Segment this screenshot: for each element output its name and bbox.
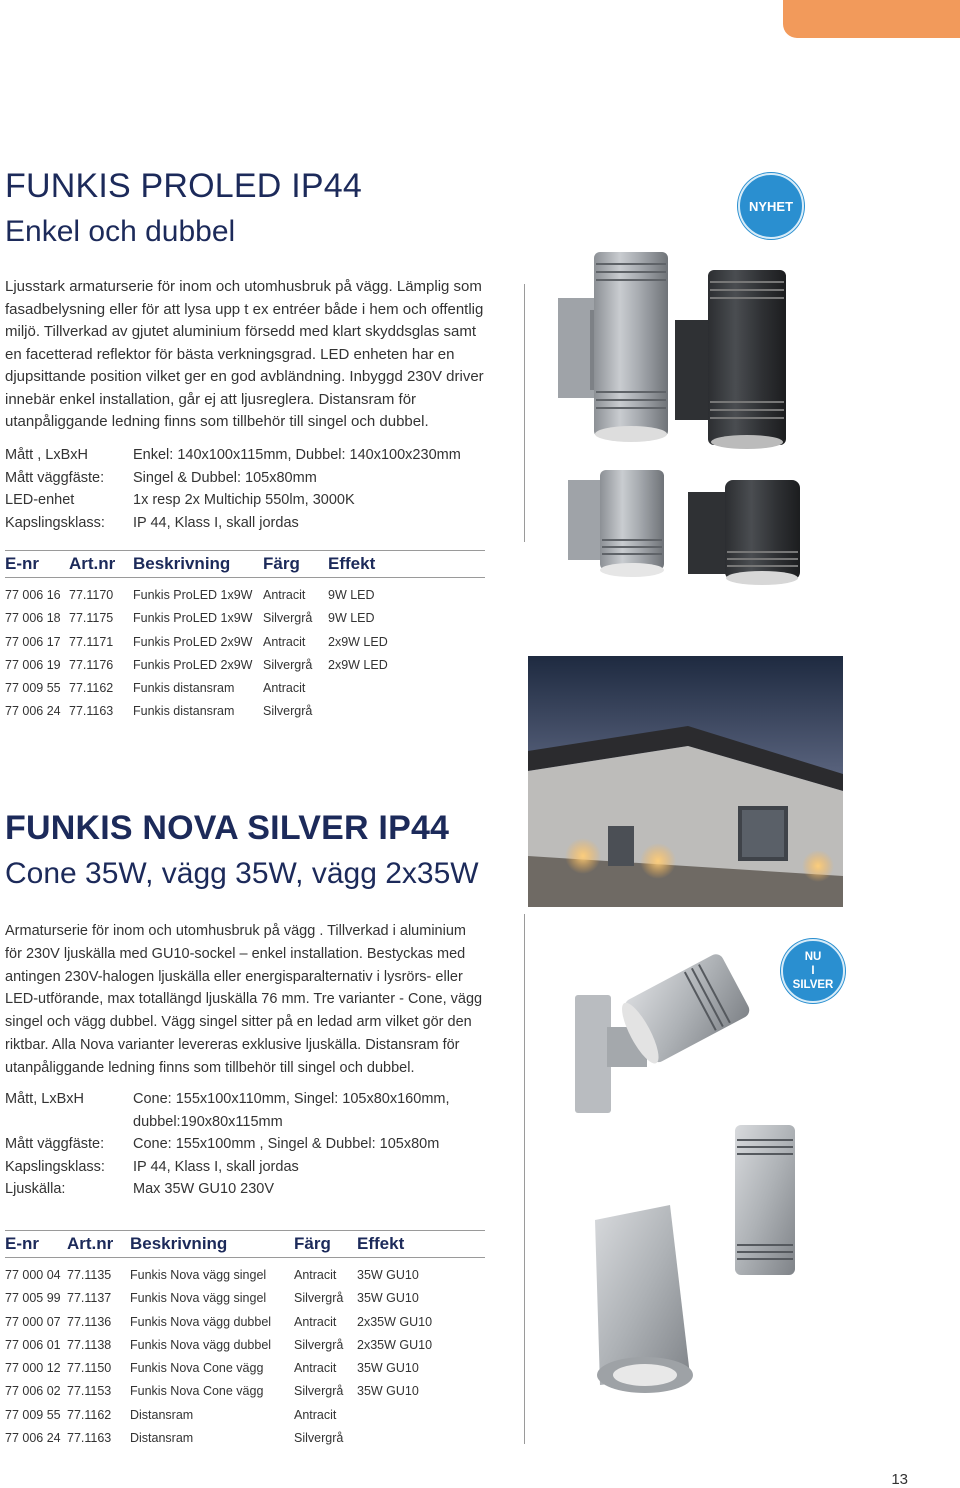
spec-row [5,1156,450,1179]
spec-key-empty [5,1111,133,1134]
cell-effekt: 9W LED [328,588,375,602]
cell-effekt: 35W GU10 [357,1268,419,1282]
col-enr: E-nr [5,1234,39,1253]
cell-farg: Antracit [294,1268,337,1282]
spec-value: Cone: 155x100mm , Singel & Dubbel: 105x80m [133,1136,440,1152]
cell-farg: Silvergrå [263,657,313,672]
cell-artnr: 77.1163 [67,1431,112,1446]
cell-farg: Silvergrå [263,611,313,626]
table-row [5,1311,485,1334]
page-number: 13 [891,1471,908,1488]
proled-products-image [550,240,810,630]
cell-farg: Antracit [263,588,306,602]
cell-enr: 77 000 07 [5,1314,61,1329]
spec-key: Kapslingsklass: [5,1158,105,1175]
cell-beskrivning: Funkis ProLED 1x9W [133,611,253,626]
cell-enr: 77 006 24 [5,704,61,719]
cell-beskrivning: Funkis ProLED 2x9W [133,657,253,672]
table-row [5,1334,485,1357]
section2-description [5,920,485,1080]
house-photo [528,656,843,907]
spec-key: Ljuskälla: [5,1181,66,1197]
cell-effekt: 2x35W GU10 [357,1337,433,1352]
spec-value: Singel & Dubbel: 105x80mm [133,469,317,486]
cell-beskrivning: Funkis Nova vägg dubbel [130,1314,272,1329]
cell-farg: Silvergrå [294,1291,344,1306]
spec-row [5,512,461,535]
col-beskrivning: Beskrivning [133,554,231,573]
cell-artnr: 77.1175 [69,611,114,626]
cell-artnr: 77.1176 [69,657,114,672]
cell-beskrivning: Funkis Nova vägg dubbel [130,1337,272,1352]
cell-effekt: 35W GU10 [357,1361,419,1376]
cell-beskrivning: Funkis Nova Cone vägg [130,1361,264,1376]
section1-specs [5,444,461,534]
spec-value: Enkel: 140x100x115mm, Dubbel: 140x100x230mm [133,447,461,463]
table-row [5,1264,485,1287]
col-beskrivning: Beskrivning [130,1234,228,1253]
spec-key: Mått väggfäste: [5,469,105,486]
section1-subtitle: Enkel och dubbel [5,215,236,248]
section2-subtitle: Cone 35W, vägg 35W, vägg 2x35W [5,857,479,890]
cell-beskrivning: Funkis Nova Cone vägg [130,1384,264,1399]
cell-farg: Antracit [294,1361,337,1376]
cell-farg: Silvergrå [263,704,313,719]
spec-key: Mått, LxBxH [5,1091,84,1107]
cell-effekt: 9W LED [328,611,375,626]
corner-tab [783,0,960,38]
cell-farg: Antracit [294,1314,337,1329]
cell-artnr: 77.1163 [69,704,114,719]
cell-enr: 77 009 55 [5,681,61,696]
table-row [5,1287,485,1310]
cell-artnr: 77.1137 [67,1291,112,1306]
table-row [5,1427,485,1450]
spec-key: LED-enhet [5,492,75,508]
cell-farg: Antracit [294,1407,337,1422]
cell-artnr: 77.1135 [67,1268,112,1282]
col-enr: E-nr [5,554,39,573]
section2-description-text: Armaturserie för inom och utomhusbruk på vägg . Tillverkad i aluminium för 230V ljuskälla med GU10-sockel – enkel installation. Bestyckas med antingen 230V-halogen ljuskälla eller energisparalternativ i lysrörs- eller LED-utförande, max totallängd ljuskälla 76 mm. Tre varianter - Cone, vägg singel och vägg dubbel. Vägg singel sitter på en ledad arm vilket gör den riktbar. Alla Nova varianter levereras exklusive ljuskälla. Distansram för utanpåliggande ledning finns som tillbehör till singel och dubbel. [5,923,483,1076]
spec-key: Mått , LxBxH [5,447,88,463]
spec-row [5,1178,450,1201]
cell-beskrivning: Funkis ProLED 1x9W [133,588,253,602]
cell-enr: 77 006 17 [5,634,61,649]
table-body [5,1258,485,1450]
cell-artnr: 77.1136 [67,1314,112,1329]
cell-beskrivning: Funkis Nova vägg singel [130,1268,267,1282]
cell-effekt: 2x9W LED [328,657,388,672]
spec-value: 1x resp 2x Multichip 550lm, 3000K [133,492,355,508]
table-row [5,1380,485,1403]
cell-beskrivning: Distansram [130,1407,194,1422]
spec-value: Cone: 155x100x110mm, Singel: 105x80x160mm, [133,1091,450,1107]
cell-farg: Silvergrå [294,1337,344,1352]
table-row [5,654,485,677]
spec-value: dubbel:190x80x115mm [133,1113,283,1130]
nyhet-badge [738,173,804,239]
table-header [5,1230,485,1258]
cell-beskrivning: Distansram [130,1431,194,1446]
table-row [5,1404,485,1427]
section2-title: FUNKIS NOVA SILVER IP44 [5,809,450,847]
cell-beskrivning: Funkis Nova vägg singel [130,1291,267,1306]
spec-row [5,489,461,512]
col-artnr: Art.nr [67,1234,114,1253]
badge-line: NU [804,951,822,963]
spec-row [5,1111,450,1134]
spec-row [5,444,461,467]
spec-row [5,1133,450,1156]
cell-enr: 77 009 55 [5,1407,61,1422]
table-body [5,578,485,724]
col-effekt: Effekt [328,554,376,573]
col-effekt: Effekt [357,1234,405,1253]
table-row [5,584,485,607]
cell-artnr: 77.1150 [67,1361,112,1376]
cell-artnr: 77.1171 [69,634,114,649]
section1-table [5,550,485,724]
section2-specs [5,1088,450,1201]
nova-products-image [555,935,805,1435]
cell-enr: 77 006 01 [5,1337,61,1352]
col-artnr: Art.nr [69,554,116,573]
cell-beskrivning: Funkis distansram [133,681,235,696]
section1-title: FUNKIS PROLED IP44 [5,167,362,205]
table-row [5,607,485,630]
spec-row [5,1088,450,1111]
badge-line: I [811,965,815,977]
divider-line [524,284,525,542]
section1-description [5,276,485,434]
cell-enr: 77 006 02 [5,1384,61,1399]
cell-enr: 77 000 12 [5,1361,61,1376]
spec-value: Max 35W GU10 230V [133,1181,275,1197]
spec-value: IP 44, Klass I, skall jordas [133,514,299,531]
table-row [5,1357,485,1380]
section1-description-text: Ljusstark armaturserie för inom och utomhusbruk på vägg. Lämplig som fasadbelysning eller för att lysa upp t ex entréer både i hem och offentlig miljö. Tillverkad av gjutet aluminium försedd med klart skyddsglas samt en facetterad reflektor för bästa verkningsgrad. LED enheten har en djupsittande position vilket ger en god avbländning. Inbyggd 230V driver innebär enkel installation, går ej att ljusreglera. Distansram för utanpåliggande ledning finns som tillbehör till singel och dubbel. [5,278,484,430]
badge-line: SILVER [792,979,834,991]
cell-beskrivning: Funkis ProLED 2x9W [133,634,253,649]
spec-key: Kapslingsklass: [5,514,105,531]
spec-row [5,467,461,490]
spec-key: Mått väggfäste: [5,1136,105,1152]
table-row [5,631,485,654]
cell-beskrivning: Funkis distansram [133,704,235,719]
cell-farg: Silvergrå [294,1431,344,1446]
cell-enr: 77 000 04 [5,1268,61,1282]
divider-line-2 [524,914,525,1444]
cell-artnr: 77.1170 [69,588,114,602]
section2-table [5,1230,485,1450]
col-farg: Färg [263,554,300,573]
cell-enr: 77 006 16 [5,588,61,602]
cell-farg: Antracit [263,634,306,649]
cell-artnr: 77.1138 [67,1337,112,1352]
cell-enr: 77 006 19 [5,657,61,672]
col-farg: Färg [294,1234,331,1253]
cell-effekt: 2x9W LED [328,634,388,649]
table-row [5,677,485,700]
cell-enr: 77 006 18 [5,611,61,626]
cell-farg: Silvergrå [294,1384,344,1399]
table-header [5,550,485,578]
cell-enr: 77 006 24 [5,1431,61,1446]
cell-artnr: 77.1153 [67,1384,112,1399]
cell-enr: 77 005 99 [5,1291,61,1306]
spec-value: IP 44, Klass I, skall jordas [133,1158,299,1175]
cell-artnr: 77.1162 [67,1407,112,1422]
nyhet-badge-label: NYHET [748,198,794,214]
table-row [5,700,485,723]
cell-effekt: 2x35W GU10 [357,1314,433,1329]
cell-effekt: 35W GU10 [357,1384,419,1399]
cell-farg: Antracit [263,681,306,696]
cell-artnr: 77.1162 [69,681,114,696]
cell-effekt: 35W GU10 [357,1291,419,1306]
